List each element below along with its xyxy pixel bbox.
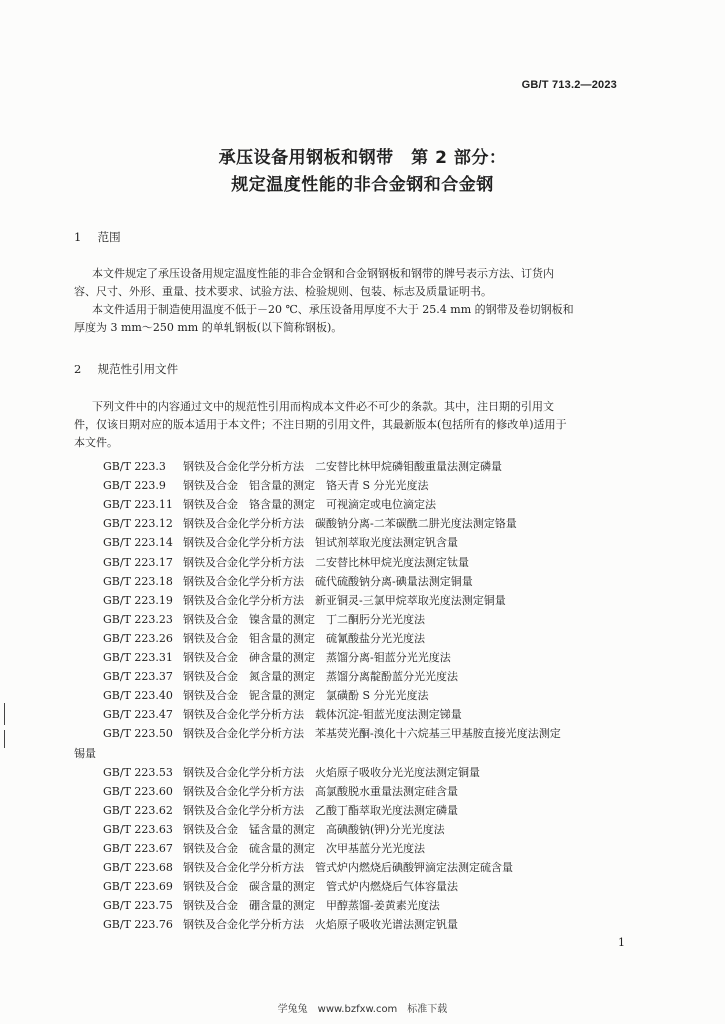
reference-item	[103, 802, 458, 818]
reference-title: 钢铁及合金 镍含量的测定 丁二酮肟分光光度法	[183, 613, 425, 626]
reference-title: 钢铁及合金 氮含量的测定 蒸馏分离靛酚蓝分光光度法	[183, 670, 458, 683]
reference-item	[103, 878, 458, 894]
reference-title: 钢铁及合金 铌含量的测定 氯磺酚 S 分光光度法	[183, 689, 429, 702]
reference-title: 钢铁及合金 碳含量的测定 管式炉内燃烧后气体容量法	[183, 880, 458, 893]
references-intro-line-3: 本文件。	[74, 436, 118, 449]
reference-title: 钢铁及合金 硼含量的测定 甲醇蒸馏-姜黄素光度法	[183, 899, 440, 912]
reference-code: GB/T 223.18	[103, 575, 173, 588]
reference-code: GB/T 223.68	[103, 861, 173, 874]
section-title: 规范性引用文件	[97, 362, 179, 376]
reference-title: 钢铁及合金 锰含量的测定 高碘酸钠(钾)分光光度法	[183, 823, 445, 836]
scope-para-2-line-2: 厚度为 3 mm～250 mm 的单轧钢板(以下简称钢板)。	[74, 321, 343, 334]
reference-title: 钢铁及合金化学分析方法 苯基荧光酮-溴化十六烷基三甲基胺直接光度法测定	[183, 727, 561, 740]
reference-title: 钢铁及合金化学分析方法 二安替比林甲烷磷钼酸重量法测定磷量	[183, 460, 502, 473]
reference-item	[103, 783, 458, 799]
reference-item	[103, 764, 480, 780]
reference-code: GB/T 223.50	[103, 727, 173, 740]
reference-code: GB/T 223.53	[103, 766, 173, 779]
reference-title: 钢铁及合金 铝含量的测定 铬天青 S 分光光度法	[183, 479, 429, 492]
reference-code: GB/T 223.23	[103, 613, 173, 626]
reference-title: 钢铁及合金化学分析方法 管式炉内燃烧后碘酸钾滴定法测定硫含量	[183, 861, 513, 874]
reference-item	[103, 706, 462, 722]
reference-title: 钢铁及合金化学分析方法 高氯酸脱水重量法测定硅含量	[183, 785, 458, 798]
scan-artifact	[4, 703, 5, 725]
page-number: 1	[618, 936, 625, 949]
reference-item	[103, 592, 506, 608]
reference-item	[103, 496, 436, 512]
standard-code: GB/T 713.2—2023	[521, 79, 617, 91]
section-2-heading	[74, 361, 178, 377]
reference-item	[103, 458, 502, 474]
section-number: 2	[74, 362, 82, 376]
reference-title: 钢铁及合金化学分析方法 硫代硫酸钠分离-碘量法测定铜量	[183, 575, 473, 588]
reference-item	[103, 477, 429, 493]
reference-code: GB/T 223.47	[103, 708, 173, 721]
references-intro-line-2: 件，仅该日期对应的版本适用于本文件；不注日期的引用文件，其最新版本(包括所有的修改单)适用于	[74, 418, 567, 431]
section-title: 范围	[97, 230, 121, 244]
reference-item	[103, 840, 425, 856]
scope-para-1-line-2: 容、尺寸、外形、重量、技术要求、试验方法、检验规则、包装、标志及质量证明书。	[74, 285, 492, 298]
scan-artifact	[4, 730, 5, 748]
reference-code: GB/T 223.26	[103, 632, 173, 645]
reference-code: GB/T 223.17	[103, 556, 173, 569]
reference-item	[103, 668, 458, 684]
reference-code: GB/T 223.60	[103, 785, 173, 798]
reference-item	[103, 897, 440, 913]
scope-para-2-line-1: 本文件适用于制造使用温度不低于－20 ℃、承压设备用厚度不大于 25.4 mm 的钢带及卷切钢板和	[92, 303, 574, 316]
scope-para-1-line-1: 本文件规定了承压设备用规定温度性能的非合金钢和合金钢钢板和钢带的牌号表示方法、订货内	[92, 267, 554, 280]
reference-title: 钢铁及合金 硫含量的测定 次甲基蓝分光光度法	[183, 842, 425, 855]
reference-item	[103, 687, 429, 703]
document-title-line-1: 承压设备用钢板和钢带 第 2 部分：	[218, 148, 507, 168]
reference-item	[103, 554, 469, 570]
reference-code: GB/T 223.3	[103, 460, 166, 473]
footer-watermark: 学兔兔 www.bzfxw.com 标准下载	[277, 1004, 448, 1015]
reference-code: GB/T 223.40	[103, 689, 173, 702]
reference-title: 钢铁及合金 铬含量的测定 可视滴定或电位滴定法	[183, 498, 436, 511]
reference-item	[103, 573, 473, 589]
reference-code: GB/T 223.37	[103, 670, 173, 683]
reference-title: 钢铁及合金化学分析方法 载体沉淀-钼蓝光度法测定锑量	[183, 708, 462, 721]
reference-code: GB/T 223.14	[103, 536, 173, 549]
reference-title: 钢铁及合金化学分析方法 二安替比林甲烷光度法测定钛量	[183, 556, 469, 569]
reference-item	[103, 534, 458, 550]
reference-item	[103, 630, 425, 646]
reference-code: GB/T 223.19	[103, 594, 173, 607]
reference-title: 钢铁及合金化学分析方法 碳酸钠分离-二苯碳酰二肼光度法测定铬量	[183, 517, 517, 530]
reference-item	[103, 821, 445, 837]
reference-title: 钢铁及合金化学分析方法 钽试剂萃取光度法测定钒含量	[183, 536, 458, 549]
section-number: 1	[74, 230, 82, 244]
reference-item	[103, 515, 517, 531]
reference-item	[103, 649, 451, 665]
reference-title: 钢铁及合金化学分析方法 火焰原子吸收光谱法测定钒量	[183, 918, 458, 931]
reference-code: GB/T 223.31	[103, 651, 173, 664]
references-intro-line-1: 下列文件中的内容通过文中的规范性引用而构成本文件必不可少的条款。其中，注日期的引用文	[92, 400, 554, 413]
reference-code: GB/T 223.62	[103, 804, 173, 817]
reference-code: GB/T 223.75	[103, 899, 173, 912]
reference-code: GB/T 223.69	[103, 880, 173, 893]
reference-code: GB/T 223.63	[103, 823, 173, 836]
reference-item	[103, 611, 425, 627]
reference-title: 钢铁及合金 砷含量的测定 蒸馏分离-钼蓝分光光度法	[183, 651, 451, 664]
reference-code: GB/T 223.76	[103, 918, 173, 931]
reference-title: 钢铁及合金化学分析方法 火焰原子吸收分光光度法测定铜量	[183, 766, 480, 779]
document-title-line-2: 规定温度性能的非合金钢和合金钢	[231, 175, 494, 195]
reference-code: GB/T 223.12	[103, 517, 173, 530]
reference-title: 钢铁及合金 钼含量的测定 硫氰酸盐分光光度法	[183, 632, 425, 645]
reference-code: GB/T 223.67	[103, 842, 173, 855]
reference-code: GB/T 223.9	[103, 479, 166, 492]
reference-title: 钢铁及合金化学分析方法 新亚铜灵-三氯甲烷萃取光度法测定铜量	[183, 594, 506, 607]
reference-code: GB/T 223.11	[103, 498, 173, 511]
reference-item	[103, 859, 513, 875]
reference-item	[103, 725, 561, 741]
reference-title: 钢铁及合金化学分析方法 乙酸丁酯萃取光度法测定磷量	[183, 804, 458, 817]
reference-title-continuation: 锡量	[74, 747, 96, 760]
reference-item	[103, 916, 458, 932]
section-1-heading	[74, 229, 121, 245]
